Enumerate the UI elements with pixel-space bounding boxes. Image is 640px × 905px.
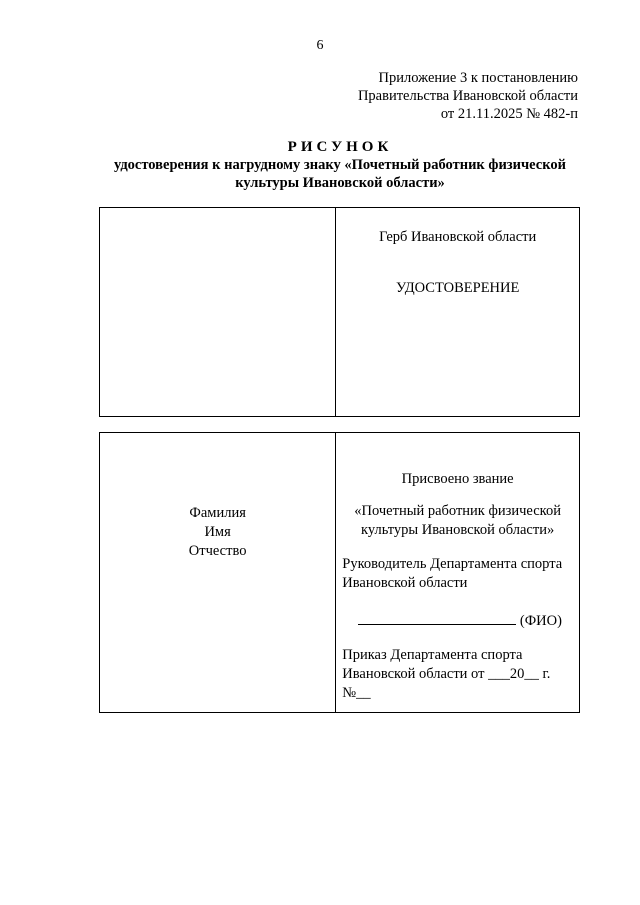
rank-line-2: культуры Ивановской области» bbox=[361, 522, 555, 538]
appendix-line-2: Правительства Ивановской области bbox=[357, 88, 578, 104]
awarded-label: Присвоено звание bbox=[401, 471, 514, 487]
document-heading bbox=[80, 138, 600, 192]
signature-blank bbox=[358, 610, 516, 625]
rank-title bbox=[336, 502, 579, 540]
appendix-line-1: Приложение 3 к постановлению bbox=[378, 70, 578, 86]
inside-right-panel bbox=[336, 433, 580, 713]
cover-left-panel bbox=[100, 208, 336, 417]
certificate-cover-table bbox=[99, 207, 580, 417]
fio-signature-line bbox=[336, 610, 579, 631]
heading-title: РИСУНОК bbox=[287, 139, 393, 155]
cover-right-panel bbox=[336, 208, 580, 417]
head-line-2: Ивановской области bbox=[342, 575, 468, 591]
heading-subtitle-line-1: удостоверения к нагрудному знаку «Почетный работник физической bbox=[114, 157, 566, 173]
order-line-2: Ивановской области от ___20__ г. bbox=[342, 666, 551, 682]
order-line-1: Приказ Департамента спорта bbox=[342, 647, 523, 663]
order-block bbox=[336, 646, 579, 703]
inside-left-panel bbox=[100, 433, 336, 713]
heading-subtitle-line-2: культуры Ивановской области» bbox=[235, 175, 445, 191]
appendix-line-3: от 21.11.2025 № 482-п bbox=[440, 106, 578, 122]
certificate-title: УДОСТОВЕРЕНИЕ bbox=[395, 280, 520, 296]
name-label: Имя bbox=[204, 524, 231, 540]
coat-of-arms-label: Герб Ивановской области bbox=[379, 229, 537, 245]
appendix-block bbox=[358, 69, 578, 123]
page-number: 6 bbox=[316, 38, 324, 53]
head-line-1: Руководитель Департамента спорта bbox=[342, 556, 563, 572]
rank-line-1: «Почетный работник физической bbox=[354, 503, 561, 519]
patronymic-label: Отчество bbox=[188, 543, 247, 559]
head-signature-block bbox=[336, 555, 579, 593]
surname-label: Фамилия bbox=[189, 505, 246, 521]
order-line-3: №__ bbox=[342, 685, 371, 701]
fio-label: (ФИО) bbox=[519, 613, 562, 629]
certificate-inside-table bbox=[99, 432, 580, 713]
